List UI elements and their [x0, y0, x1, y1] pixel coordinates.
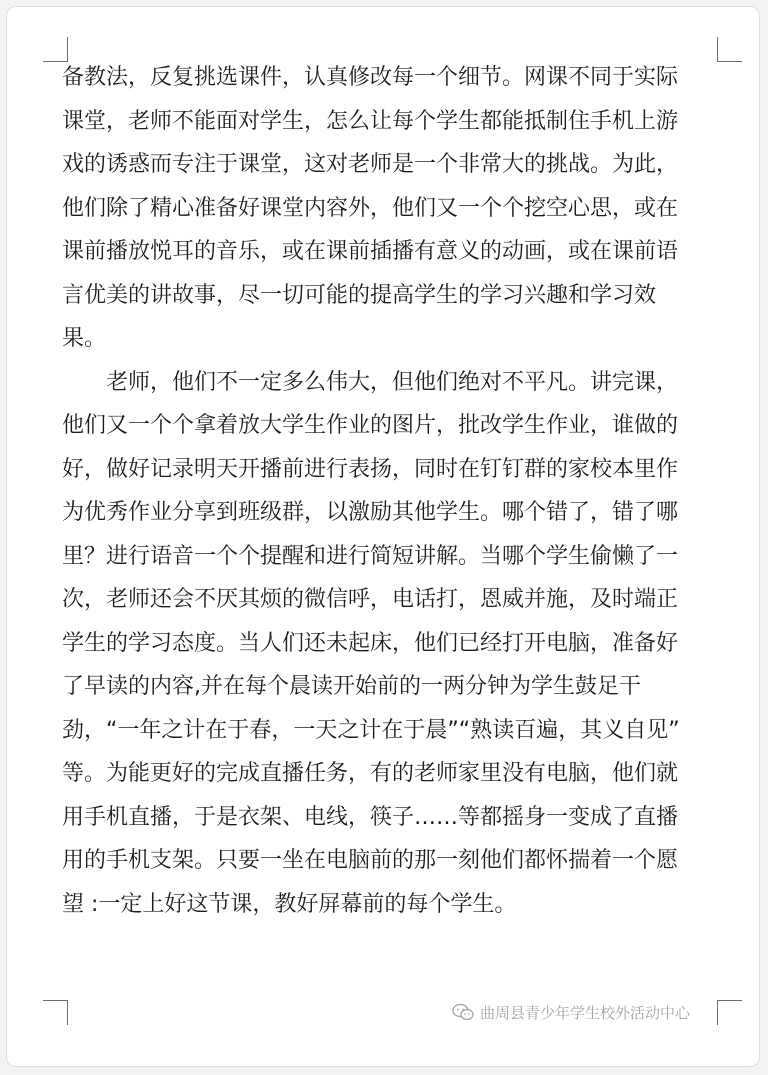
text-line: 言优美的讲故事，尽一切可能的提高学生的学习兴趣和学习效: [62, 282, 657, 308]
text-line: 课堂，老师不能面对学生，怎么让每个学生都能抵制住手机上游: [62, 108, 679, 134]
crop-mark-bottom-left: [43, 1000, 68, 1025]
text-line: 用的手机支架。只要一坐在电脑前的那一刻他们都怀揣着一个愿: [62, 848, 679, 873]
text-line: 好，做好记录明天开播前进行表扬，同时在钉钉群的家校本里作: [62, 456, 679, 482]
article-body: [62, 56, 722, 926]
text-line: 老师，他们不一定多么伟大，但他们绝对不平凡。讲完课，: [62, 369, 679, 395]
text-line: 了早读的内容,并在每个晨读开始前的一两分钟为学生鼓足干: [62, 674, 641, 699]
watermark-text: 曲周县青少年学生校外活动中心: [480, 1003, 691, 1022]
text-line: 用手机直播，于是衣架、电线，筷子……等都摇身一变成了直播: [62, 804, 679, 830]
text-line: 戏的诱惑而专注于课堂，这对老师是一个非常大的挑战。为此，: [62, 152, 679, 177]
watermark: [452, 1000, 690, 1024]
text-line: 他们除了精心准备好课堂内容外，他们又一个个挖空心思，或在: [62, 195, 679, 221]
text-line: 他们又一个个拿着放大学生作业的图片，批改学生作业，谁做的: [62, 413, 679, 438]
text-line: 为优秀作业分享到班级群，以激励其他学生。哪个错了，错了哪: [62, 500, 679, 525]
text-line: 果。: [62, 326, 107, 351]
text-line: 等。为能更好的完成直播任务，有的老师家里没有电脑，他们就: [62, 761, 679, 786]
text-line: 里？进行语音一个个提醒和进行简短讲解。当哪个学生偷懒了一: [62, 543, 679, 569]
wechat-icon: [452, 1003, 474, 1021]
text-line: 学生的学习态度。当人们还未起床，他们已经打开电脑，准备好: [62, 630, 679, 656]
text-line: 望 :一定上好这节课，教好屏幕前的每个学生。: [62, 891, 517, 917]
text-line: 备教法，反复挑选课件，认真修改每一个细节。网课不同于实际: [62, 65, 679, 90]
text-line: 课前播放悦耳的音乐，或在课前插播有意义的动画，或在课前语: [62, 239, 679, 264]
text-line: 次，老师还会不厌其烦的微信呼，电话打，恩威并施，及时端正: [62, 587, 679, 612]
crop-mark-bottom-right: [717, 1000, 742, 1025]
text-line: 劲，“一年之计在于春，一天之计在于晨”“熟读百遍，其义自见”: [62, 717, 680, 743]
